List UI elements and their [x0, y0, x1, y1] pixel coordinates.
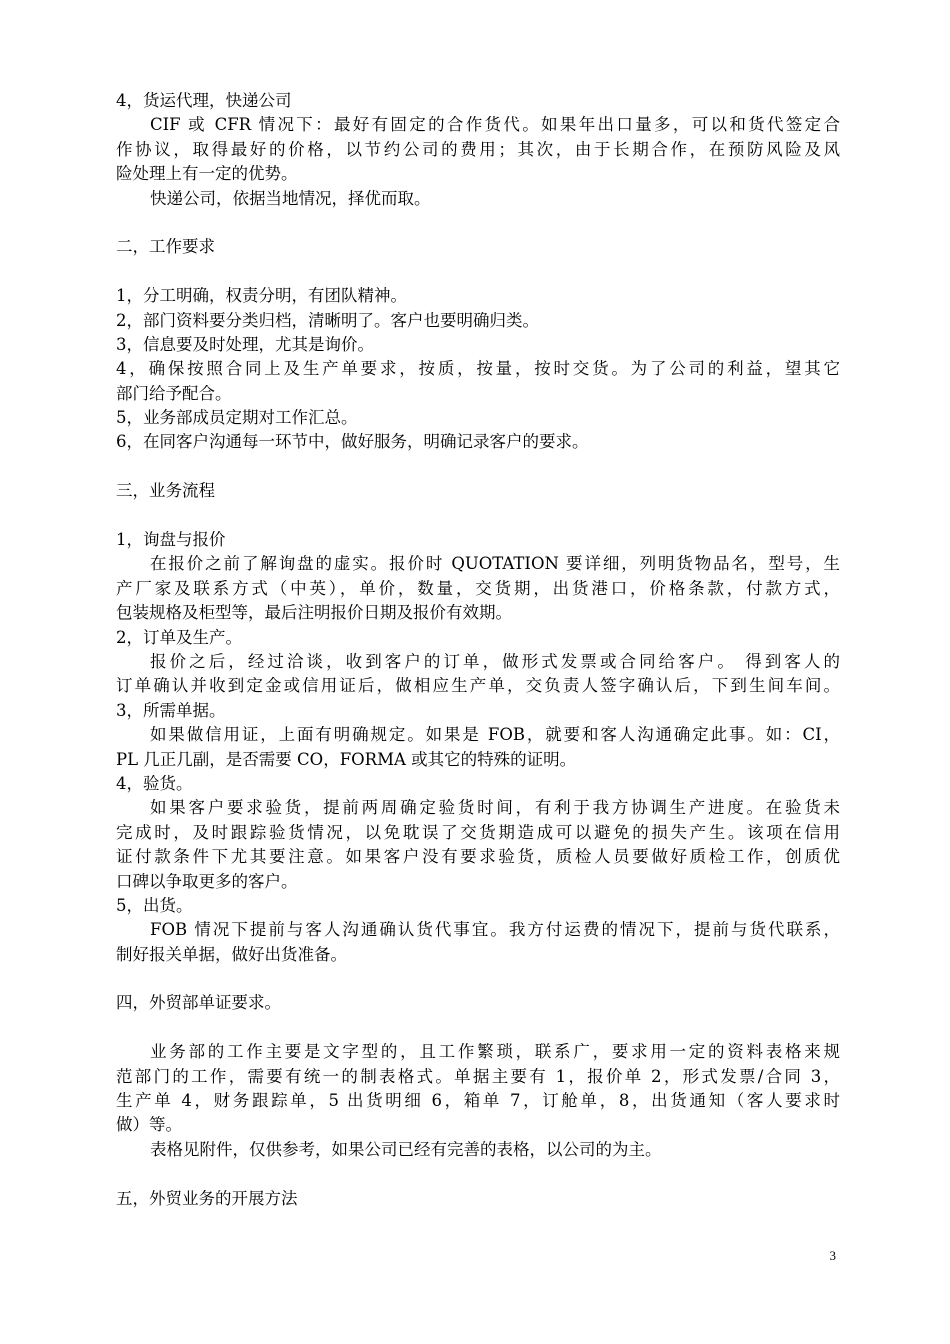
paragraph-line: FOB 情况下提前与客人沟通确认货代事宜。我方付运费的情况下，提前与货代联系， [150, 920, 840, 940]
paragraph-line: 生产单 4，财务跟踪单，5 出货明细 6，箱单 7，订舱单，8，出货通知（客人要求时 [116, 1091, 840, 1111]
paragraph-line: 制好报关单据，做好出货准备。 [116, 944, 347, 964]
paragraph-line: 口碑以争取更多的客户。 [116, 871, 298, 891]
paragraph-line: PL 几正几副，是否需要 CO，FORMA 或其它的特殊的证明。 [116, 749, 577, 769]
paragraph-line: 范部门的工作，需要有统一的制表格式。单据主要有 1，报价单 2，形式发票/合同 3， [116, 1066, 840, 1086]
blank-line [116, 504, 840, 528]
list-item-continuation: 部门给予配合。 [116, 383, 232, 403]
paragraph-line: 完成时，及时跟踪验货情况，以免耽误了交货期造成可以避免的损失产生。该项在信用 [116, 822, 840, 842]
page-number: 3 [829, 1248, 836, 1263]
paragraph-line: 证付款条件下尤其要注意。如果客户没有要求验货，质检人员要做好质检工作，创质优 [116, 847, 840, 867]
list-item: 6，在同客户沟通每一环节中，做好服务，明确记录客户的要求。 [116, 432, 589, 452]
section-item-heading: 3，所需单据。 [116, 700, 226, 720]
blank-line [116, 1162, 840, 1186]
list-item: 4，确保按照合同上及生产单要求，按质，按量，按时交货。为了公司的利益，望其它 [116, 359, 840, 379]
paragraph-line: 报价之后，经过洽谈，收到客户的订单，做形式发票或合同给客户。 得到客人的 [150, 651, 840, 671]
paragraph-line: 表格见附件，仅供参考，如果公司已经有完善的表格，以公司的为主。 [150, 1139, 662, 1159]
blank-line [116, 260, 840, 284]
blank-line [116, 1016, 840, 1040]
section-item-heading: 5，出货。 [116, 895, 193, 915]
section-item-heading: 4，验货。 [116, 773, 193, 793]
section-heading: 四，外贸部单证要求。 [116, 993, 281, 1013]
paragraph-line: CIF 或 CFR 情况下：最好有固定的合作货代。如果年出口量多，可以和货代签定合 [150, 115, 840, 135]
paragraph-line: 如果做信用证，上面有明确规定。如果是 FOB，就要和客人沟通确定此事。如：CI， [150, 725, 840, 745]
section-item-heading: 2，订单及生产。 [116, 627, 242, 647]
blank-line [116, 211, 840, 235]
list-item: 2，部门资料要分类归档，清晰明了。客户也要明确归类。 [116, 310, 539, 330]
paragraph-line: 快递公司，依据当地情况，择优而取。 [150, 188, 431, 208]
paragraph-line: 产厂家及联系方式（中英），单价，数量，交货期，出货港口，价格条款，付款方式， [116, 578, 840, 598]
paragraph-line: 业务部的工作主要是文字型的，且工作繁琐，联系广，要求用一定的资料表格来规 [150, 1042, 840, 1062]
list-item: 1，分工明确，权责分明，有团队精神。 [116, 286, 407, 306]
list-item: 5，业务部成员定期对工作汇总。 [116, 408, 358, 428]
paragraph-line: 订单确认并收到定金或信用证后，做相应生产单，交负责人签字确认后，下到生间车间。 [116, 676, 840, 696]
section-item-heading: 4，货运代理，快递公司 [116, 91, 292, 110]
document-body [116, 89, 840, 1211]
section-item-heading: 1，询盘与报价 [116, 530, 226, 550]
section-heading: 五，外贸业务的开展方法 [116, 1188, 298, 1208]
paragraph-line: 如果客户要求验货，提前两周确定验货时间，有利于我方协调生产进度。在验货未 [150, 798, 840, 818]
list-item: 3，信息要及时处理，尤其是询价。 [116, 334, 374, 354]
paragraph-line: 在报价之前了解询盘的虚实。报价时 QUOTATION 要详细，列明货物品名，型号，生 [150, 554, 840, 574]
paragraph-line: 做）等。 [116, 1115, 182, 1135]
section-heading: 三，业务流程 [116, 481, 215, 501]
paragraph-line: 险处理上有一定的优势。 [116, 164, 298, 184]
blank-line [116, 967, 840, 991]
blank-line [116, 455, 840, 479]
paragraph-line: 包装规格及柜型等，最后注明报价日期及报价有效期。 [116, 603, 512, 623]
section-heading: 二，工作要求 [116, 237, 215, 257]
paragraph-line: 作协议，取得最好的价格，以节约公司的费用；其次，由于长期合作，在预防风险及风 [116, 139, 840, 159]
